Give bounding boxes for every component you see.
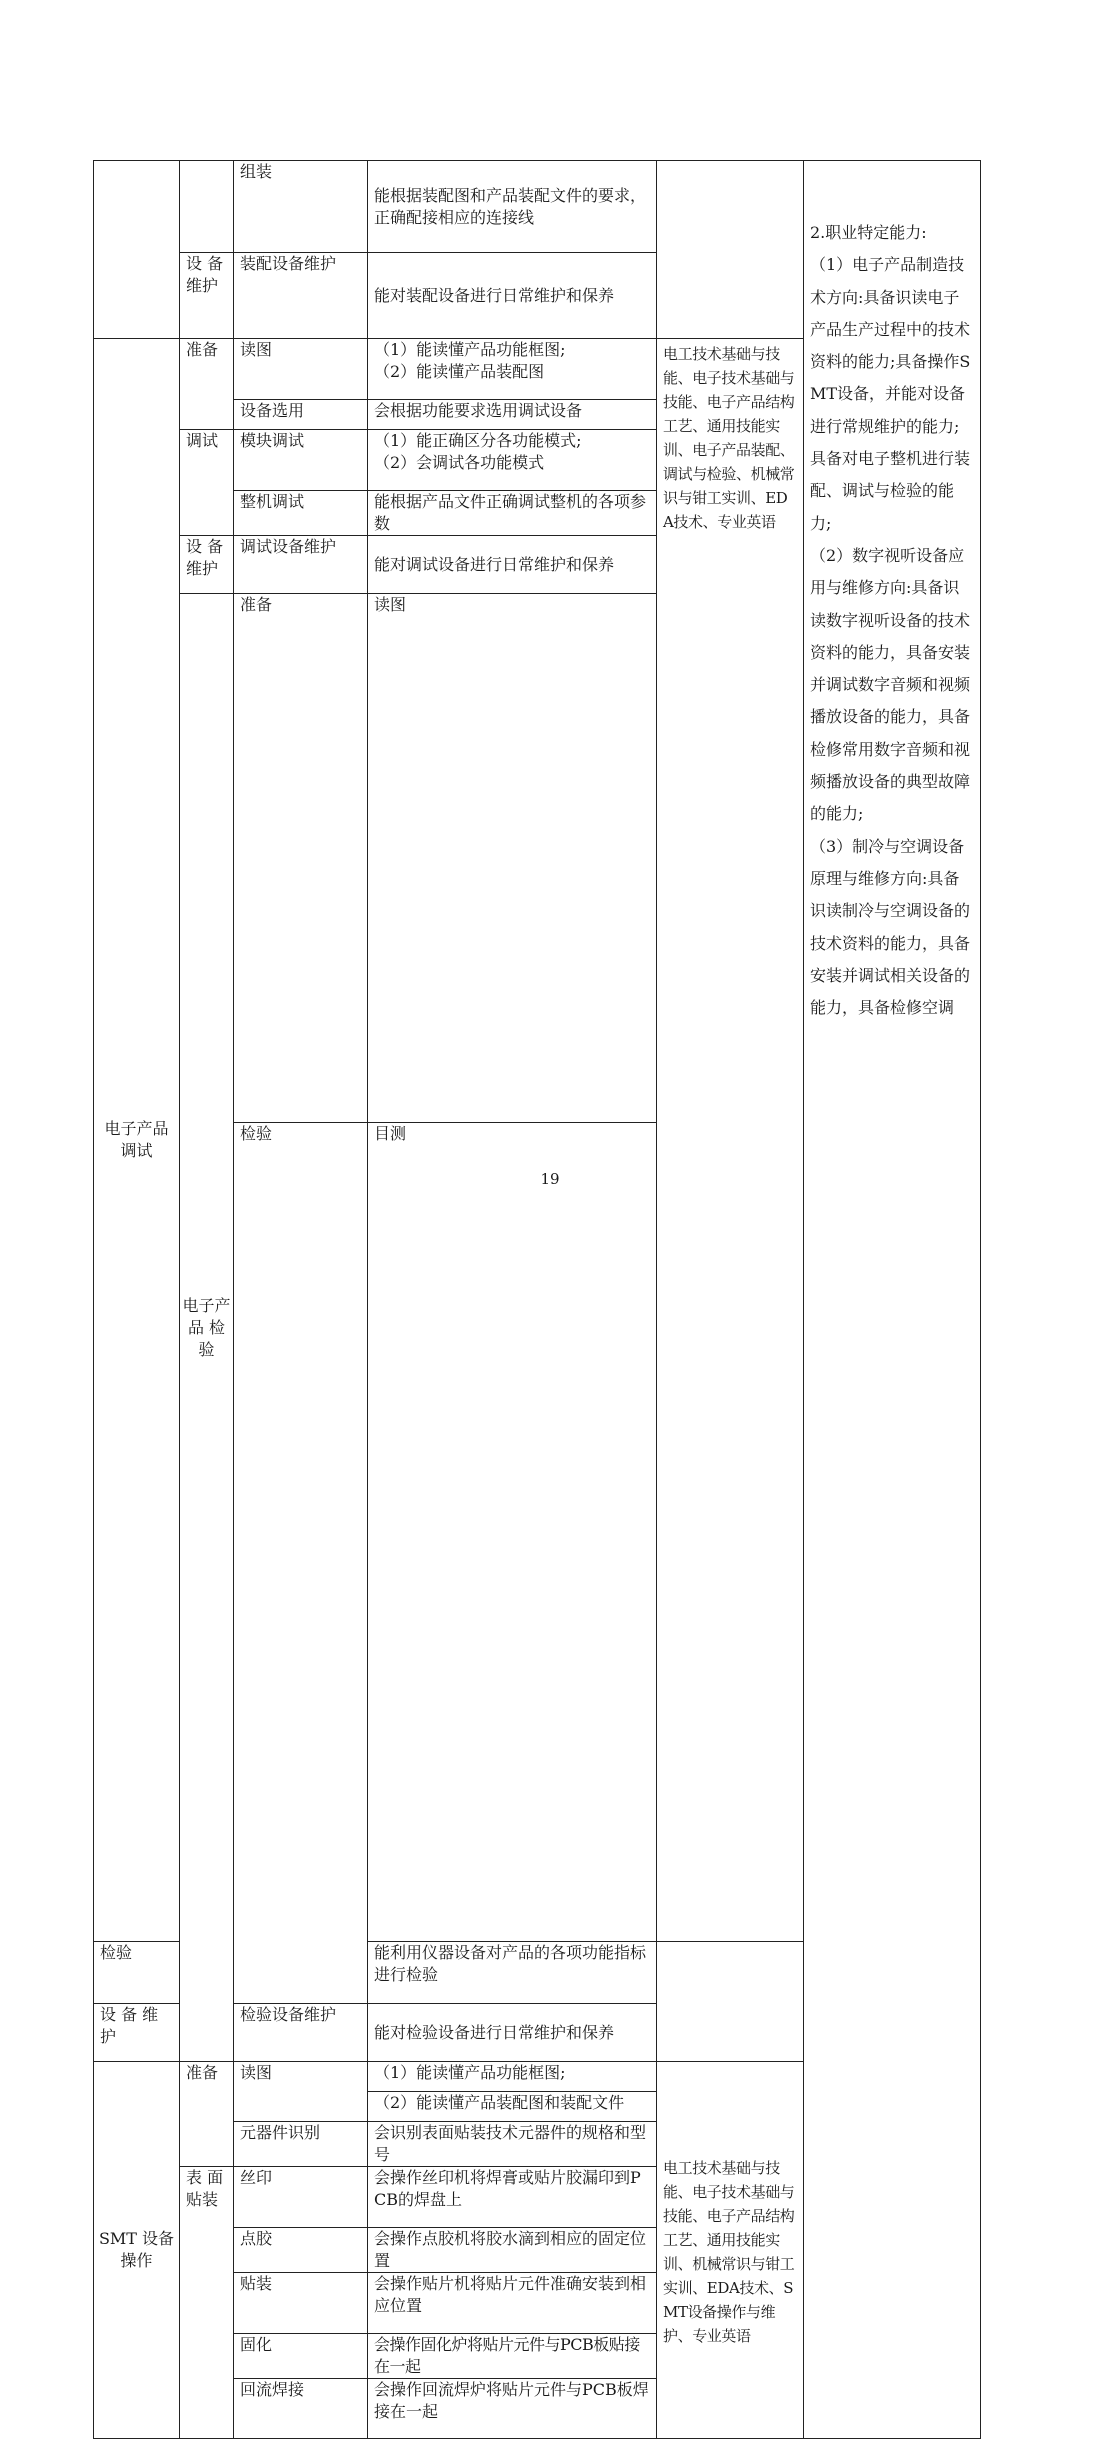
courses-cell-debug: 电工技术基础与技能、电子技术基础与技能、电子产品结构工艺、通用技能实训、电子产品装配、调试与检验、机械常识与钳工实训、EDA技术、专业英语 bbox=[657, 339, 804, 1942]
skill-line: （2）会调试各功能模式 bbox=[374, 453, 545, 472]
page-number: 19 bbox=[540, 1170, 560, 1188]
task-cell: 调试 bbox=[180, 430, 234, 536]
area-cell-assembly bbox=[94, 161, 180, 339]
step-cell: 点胶 bbox=[234, 2228, 368, 2273]
step-cell: 读图 bbox=[368, 594, 657, 1123]
task-cell: 表 面 贴装 bbox=[180, 2167, 234, 2439]
step-cell: 设备选用 bbox=[234, 400, 368, 430]
skill-cell: 能根据产品文件正确调试整机的各项参数 bbox=[368, 491, 657, 536]
area-cell-debug: 电子产品 调试 bbox=[94, 339, 180, 1942]
step-cell: 固化 bbox=[234, 2334, 368, 2379]
skill-cell: 会操作丝印机将焊膏或贴片胶漏印到PCB的焊盘上 bbox=[368, 2167, 657, 2228]
skill-cell: 会识别表面贴装技术元器件的规格和型号 bbox=[368, 2122, 657, 2167]
skill-cell: 能利用仪器设备对产品的各项功能指标进行检验 bbox=[368, 1942, 657, 2004]
skill-line: （1）能读懂产品功能框图; bbox=[374, 340, 566, 359]
ability-text: （2）数字视听设备应用与维修方向:具备识读数字视听设备的技术资料的能力，具备安装并调试数字音频和视频播放设备的能力，具备检修常用数字音频和视频播放设备的典型故障的能力; bbox=[810, 545, 971, 824]
area-cell-inspection: 电子产品 检验 bbox=[180, 594, 234, 2062]
skill-cell bbox=[368, 339, 657, 400]
ability-heading: 2.职业特定能力: bbox=[810, 223, 927, 242]
step-cell: 检验 bbox=[94, 1942, 180, 2004]
step-cell: 贴装 bbox=[234, 2273, 368, 2334]
skill-cell: （2）能读懂产品装配图和装配文件 bbox=[368, 2092, 657, 2122]
task-cell: 设 备 维护 bbox=[180, 536, 234, 594]
skill-cell: 能对调试设备进行日常维护和保养 bbox=[368, 536, 657, 594]
task-cell: 检验 bbox=[234, 1123, 368, 2004]
step-cell: 丝印 bbox=[234, 2167, 368, 2228]
step-cell: 读图 bbox=[234, 339, 368, 400]
skill-cell: 会操作回流焊炉将贴片元件与PCB板焊接在一起 bbox=[368, 2379, 657, 2439]
step-cell: 元器件识别 bbox=[234, 2122, 368, 2167]
task-cell bbox=[180, 161, 234, 253]
skill-cell: 会操作固化炉将贴片元件与PCB板贴接在一起 bbox=[368, 2334, 657, 2379]
skill-cell: 能对检验设备进行日常维护和保养 bbox=[368, 2004, 657, 2062]
task-cell: 设 备 维护 bbox=[180, 253, 234, 339]
skill-cell: （1）能读懂产品功能框图; bbox=[368, 2062, 657, 2092]
step-cell: 读图 bbox=[234, 2062, 368, 2122]
skill-cell: 能根据装配图和产品装配文件的要求，正确配接相应的连接线 bbox=[368, 161, 657, 253]
area-cell-smt: SMT 设备 操作 bbox=[94, 2062, 180, 2439]
table-row bbox=[94, 161, 981, 253]
skill-cell: 会操作点胶机将胶水滴到相应的固定位置 bbox=[368, 2228, 657, 2273]
step-cell: 模块调试 bbox=[234, 430, 368, 491]
skill-cell: 会根据功能要求选用调试设备 bbox=[368, 400, 657, 430]
step-cell: 检验设备维护 bbox=[234, 2004, 368, 2062]
step-cell: 调试设备维护 bbox=[234, 536, 368, 594]
task-cell: 准备 bbox=[234, 594, 368, 1123]
courses-cell-smt: 电工技术基础与技能、电子技术基础与技能、电子产品结构工艺、通用技能实训、机械常识与钳工实训、EDA技术、SMT设备操作与维护、专业英语 bbox=[657, 2062, 804, 2439]
skill-line: （2）能读懂产品装配图 bbox=[374, 362, 545, 381]
skill-cell bbox=[368, 430, 657, 491]
skill-cell: 会操作贴片机将贴片元件准确安装到相应位置 bbox=[368, 2273, 657, 2334]
skill-cell: 能对装配设备进行日常维护和保养 bbox=[368, 253, 657, 339]
skill-line: （1）能正确区分各功能模式; bbox=[374, 431, 582, 450]
step-cell: 回流焊接 bbox=[234, 2379, 368, 2439]
task-cell: 设 备 维护 bbox=[94, 2004, 180, 2062]
ability-text: （1）电子产品制造技术方向:具备识读电子产品生产过程中的技术资料的能力;具备操作SMT设备，并能对设备进行常规维护的能力;具备对电子整机进行装配、调试与检验的能力; bbox=[810, 255, 971, 533]
courses-cell-assembly bbox=[657, 161, 804, 339]
task-cell: 准备 bbox=[180, 339, 234, 430]
step-cell: 目测 bbox=[368, 1123, 657, 1942]
ability-text: （3）制冷与空调设备原理与维修方向:具备识读制冷与空调设备的技术资料的能力，具备安装并调试相关设备的能力，具备检修空调 bbox=[810, 836, 971, 1018]
step-cell: 组装 bbox=[234, 161, 368, 253]
step-cell: 整机调试 bbox=[234, 491, 368, 536]
step-cell: 装配设备维护 bbox=[234, 253, 368, 339]
task-cell: 准备 bbox=[180, 2062, 234, 2167]
